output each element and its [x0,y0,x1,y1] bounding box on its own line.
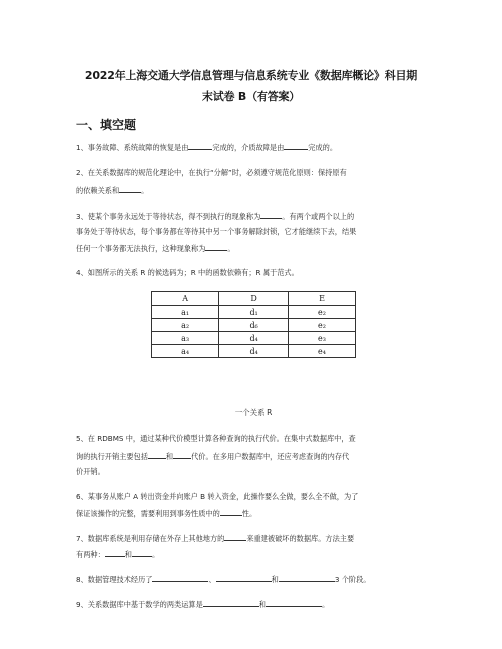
table-header-row [152,292,356,306]
question-text: 。 [151,550,160,559]
question-6-line-1: 6、某事务从账户 A 转出资金并向账户 B 转入资金，此操作要么全做，要么全不做，为了 [76,492,359,501]
question-text: 8、数据管理技术经历了 [76,575,153,584]
table-cell: e₂ [289,306,356,319]
question-text: 9、关系数据库中基于数学的两类运算是 [76,600,203,609]
question-text: 和 [258,600,266,609]
question-8 [76,574,436,584]
table-cell: a₂ [152,319,219,332]
question-5-line-1: 5、在 RDBMS 中，通过某种代价模型计算各种查询的执行代价。在集中式数据库中，查 [76,434,356,443]
question-text: 和 [271,575,279,584]
question-1 [76,142,436,152]
answer-blank [132,549,152,557]
question-text: 的依赖关系和 [76,186,120,195]
question-text: 3 个阶段。 [334,575,371,584]
question-7-line-1 [76,533,436,543]
answer-blank [216,574,272,582]
question-text: 完成的，介质故障是由 [212,143,285,152]
answer-blank [205,243,227,251]
table-header: E [289,292,356,306]
question-text: 。 [141,186,149,195]
table-row [152,332,356,345]
answer-blank [260,211,282,219]
question-text: 。 [227,244,235,253]
question-text: 和 [124,550,132,559]
table-cell: e₂ [289,319,356,332]
question-7-line-2 [76,549,436,559]
table-cell: e₄ [289,345,356,358]
table-cell: d₁ [219,306,289,319]
question-3-line-3 [76,243,436,253]
answer-blank [220,508,242,516]
question-9 [76,599,436,609]
table-header: A [152,292,219,306]
table-cell: e₃ [289,332,356,345]
table-row [152,306,356,319]
question-text: 。 [321,600,330,609]
question-text: 来重建被破坏的数据库。方法主要 [246,534,355,543]
section-heading: 一、填空题 [76,118,137,132]
answer-blank [152,574,208,582]
question-text: 3、使某个事务永远处于等待状态，得不到执行的现象称为 [76,212,261,221]
table-cell: a₄ [152,345,219,358]
question-text: 和 [165,452,174,461]
question-text: 7、数据库系统是利用存储在外存上其他地方的 [76,534,225,543]
page-title-line-1: 2022年上海交通大学信息管理与信息系统专业《数据库概论》科目期 [84,69,418,82]
question-text: 有两种： [76,550,105,559]
relation-r-table [151,291,356,358]
question-text: 任何一个事务都无法执行，这种现象称为 [76,244,206,253]
question-text: 、 [208,575,216,584]
question-4: 4、如图所示的关系 R 的候选码为；R 中的函数依赖有；R 属于范式。 [76,268,299,277]
table-caption: 一个关系 R [234,408,273,417]
question-text: 1、事务故障、系统故障的恢复是由 [76,143,189,152]
question-2-line-2 [76,185,436,195]
table-header: D [219,292,289,306]
answer-blank [173,451,191,459]
table-cell: a₁ [152,306,219,319]
table-cell: d₄ [219,332,289,345]
answer-blank [105,549,125,557]
question-text: 代价。在多用户数据库中，还应考虑查询的内存代 [191,452,350,461]
question-text: 性。 [241,509,257,518]
question-3-line-2: 事务处于等待状态，每个事务都在等待其中另一个事务解除封锁，它才能继续下去，结果 [76,227,357,236]
table-cell: d₆ [219,319,289,332]
question-5-line-2 [76,451,436,461]
table-cell: a₃ [152,332,219,345]
question-text: 完成的。 [308,143,338,152]
answer-blank [148,451,166,459]
question-3-line-1 [76,211,436,221]
table-row [152,345,356,358]
answer-blank [119,185,141,193]
answer-blank [284,142,308,150]
answer-blank [224,533,246,541]
answer-blank [266,599,322,607]
question-5-line-3: 价开销。 [76,467,105,476]
question-6-line-2 [76,508,436,518]
page-title-line-2: 末试卷 B（有答案） [201,90,301,103]
question-text: 询的执行开销主要包括 [76,452,148,461]
answer-blank [188,142,212,150]
answer-blank [279,574,335,582]
table-cell: d₄ [219,345,289,358]
question-text: 保证该操作的完整，需要利用到事务性质中的 [76,509,220,518]
question-text: 。有两个或两个以上的 [282,212,355,221]
answer-blank [203,599,259,607]
question-2-line-1: 2、在关系数据库的规范化理论中，在执行“分解”时，必须遵守规范化原则：保持原有 [76,168,347,177]
table-row [152,319,356,332]
